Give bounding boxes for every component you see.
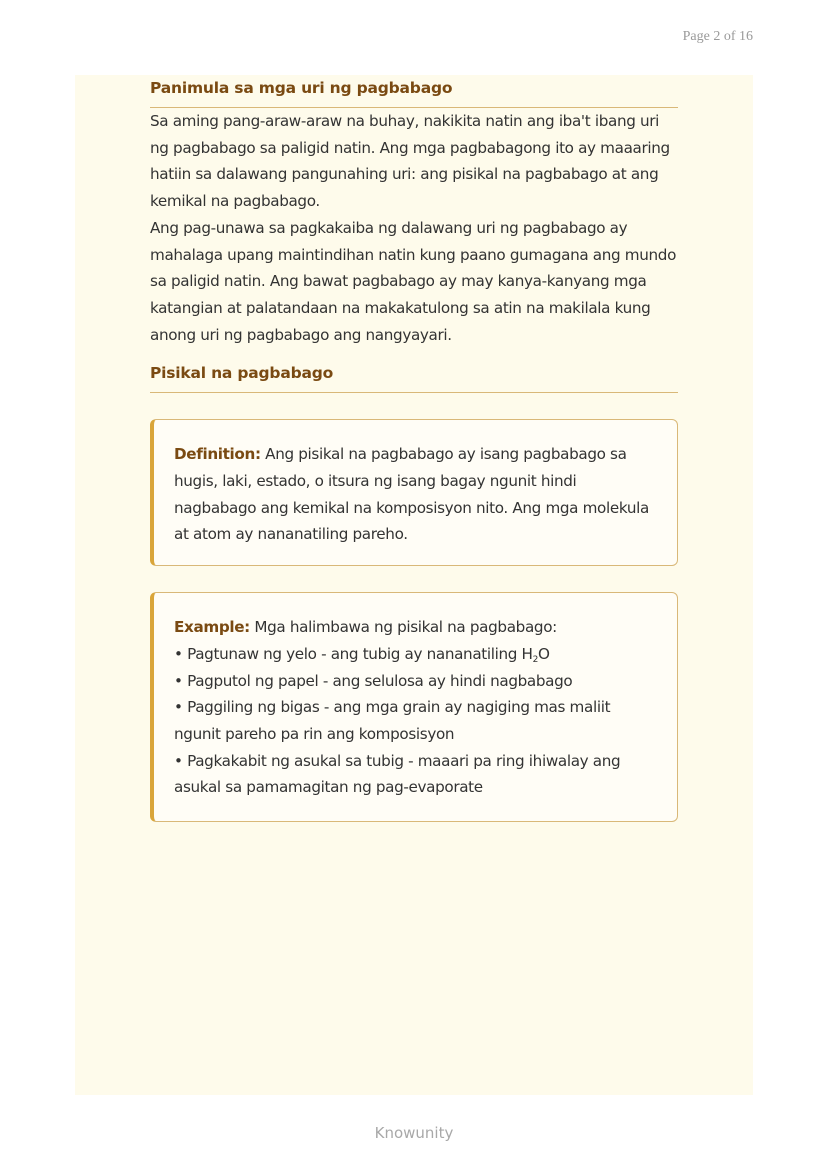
example-item bbox=[174, 668, 657, 695]
example-item-text: Paggiling ng bigas - ang mga grain ay nagiging mas maliit ngunit pareho pa rin ang komposisyon bbox=[174, 698, 611, 743]
section-heading-physical-change: Pisikal na pagbabago bbox=[150, 364, 678, 393]
example-box bbox=[150, 592, 678, 822]
example-intro: Mga halimbawa ng pisikal na pagbabago: bbox=[254, 618, 557, 637]
example-item-suffix: O bbox=[538, 644, 550, 663]
intro-paragraph-2: Ang pag-unawa sa pagkakaiba ng dalawang uri ng pagbabago ay mahalaga upang maintindihan natin kung paano gumagana ang mundo sa paligid natin. Ang bawat pagbabago ay may kanya-kanyang mga katangian at palatandaan na makakatulong sa atin na makilala kung anong uri ng pagbabago ang nangyayari. bbox=[150, 218, 677, 344]
definition-box bbox=[150, 419, 678, 566]
definition-label: Definition: bbox=[174, 445, 261, 464]
example-item bbox=[174, 641, 657, 668]
bullet-icon: • bbox=[174, 644, 183, 663]
intro-paragraph-1: Sa aming pang-araw-araw na buhay, nakikita natin ang iba't ibang uri ng pagbabago sa paligid natin. Ang mga pagbabagong ito ay maaaring hatiin sa dalawang pangunahing uri: ang pisikal na pagbabago at ang kemikal na pagbabago. bbox=[150, 112, 670, 211]
bullet-icon: • bbox=[174, 671, 183, 690]
subscript: 2 bbox=[532, 654, 538, 665]
example-item bbox=[174, 748, 657, 801]
example-item-text: Pagtunaw ng yelo - ang tubig ay nananatiling H bbox=[187, 644, 533, 663]
example-item-text: Pagkakabit ng asukal sa tubig - maaari pa ring ihiwalay ang asukal sa pamamagitan ng pag-evaporate bbox=[174, 751, 621, 797]
example-intro-line bbox=[174, 614, 657, 641]
section-heading-introduction: Panimula sa mga uri ng pagbabago bbox=[150, 79, 678, 108]
example-label: Example: bbox=[174, 618, 250, 637]
definition-text bbox=[174, 441, 657, 548]
page-indicator: Page 2 of 16 bbox=[682, 29, 753, 44]
page-content bbox=[150, 75, 678, 822]
footer-brand: Knowunity bbox=[374, 1124, 454, 1142]
definition-body: Ang pisikal na pagbabago ay isang pagbabago sa hugis, laki, estado, o itsura ng isang bagay ngunit hindi nagbabago ang kemikal na komposisyon nito. Ang mga molekula at atom ay nananatiling pareho. bbox=[174, 445, 649, 544]
example-item bbox=[174, 694, 657, 747]
bullet-icon: • bbox=[174, 698, 183, 717]
example-item-text: Pagputol ng papel - ang selulosa ay hindi nagbabago bbox=[187, 671, 573, 690]
bullet-icon: • bbox=[174, 751, 183, 770]
document-page bbox=[75, 75, 753, 1095]
